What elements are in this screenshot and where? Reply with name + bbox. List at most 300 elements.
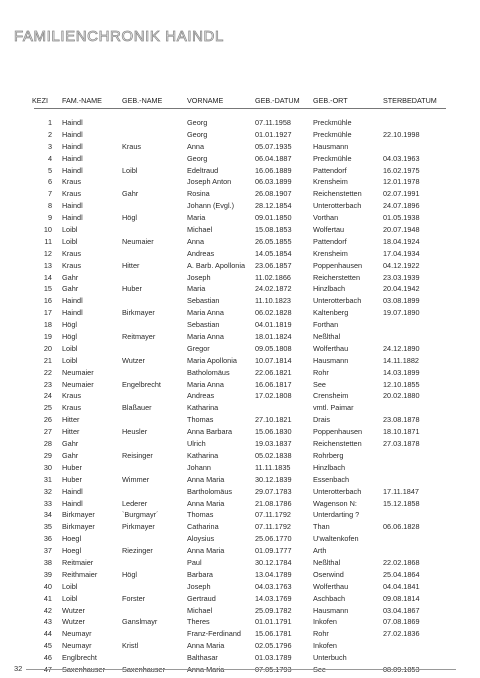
table-row: [0, 248, 480, 260]
cell-birthplace: Pattendorf: [313, 165, 347, 175]
cell-deathdate: 01.05.1938: [383, 213, 420, 223]
cell-familyname: Gahr: [62, 284, 79, 294]
cell-familyname: Huber: [62, 462, 82, 472]
cell-birthname: Engelbrecht: [122, 379, 161, 389]
cell-birthdate: 09.01.1850: [255, 213, 292, 223]
table-row: [0, 283, 480, 295]
col-header-familyname: FAM.-NAME: [62, 96, 102, 105]
table-row: [0, 462, 480, 474]
cell-familyname: Birkmayer: [62, 522, 95, 532]
table-row: [0, 545, 480, 557]
cell-birthplace: vmtl. Paimar: [313, 403, 354, 413]
cell-birthdate: 06.02.1828: [255, 308, 292, 318]
cell-firstname: Aloysius: [187, 534, 215, 544]
cell-birthplace: Wolfertau: [313, 225, 345, 235]
table-row: [0, 652, 480, 664]
cell-birthdate: 01.03.1789: [255, 653, 292, 663]
table-row: [0, 355, 480, 367]
table-row: [0, 557, 480, 569]
cell-firstname: Balthasar: [187, 653, 218, 663]
table-row: [0, 498, 480, 510]
cell-birthdate: 10.07.1814: [255, 355, 292, 365]
cell-familyname: Loibl: [62, 593, 78, 603]
cell-familyname: Englbrecht: [62, 653, 97, 663]
cell-birthdate: 01.01.1927: [255, 129, 292, 139]
cell-kezi: 42: [43, 605, 52, 615]
cell-birthdate: 15.06.1830: [255, 427, 292, 437]
cell-kezi: 30: [43, 462, 52, 472]
cell-birthplace: Crensheim: [313, 391, 349, 401]
cell-firstname: Katharina: [187, 450, 219, 460]
cell-birthdate: 22.06.1821: [255, 367, 292, 377]
cell-birthname: Heusler: [122, 427, 148, 437]
cell-kezi: 18: [43, 320, 52, 330]
cell-birthplace: Hinzlbach: [313, 284, 346, 294]
cell-familyname: Loibl: [62, 236, 78, 246]
cell-kezi: 3: [47, 141, 52, 151]
cell-deathdate: 04.04.1841: [383, 581, 420, 591]
cell-birthplace: Wolferthau: [313, 343, 349, 353]
cell-familyname: Loibl: [62, 355, 78, 365]
table-row: [0, 509, 480, 521]
cell-birthplace: Rohr: [313, 367, 329, 377]
cell-familyname: Neumaier: [62, 367, 94, 377]
table-row: [0, 593, 480, 605]
cell-kezi: 23: [43, 379, 52, 389]
table-row: [0, 212, 480, 224]
table-row: [0, 224, 480, 236]
cell-birthdate: 24.02.1872: [255, 284, 292, 294]
cell-birthname: Wimmer: [122, 474, 150, 484]
cell-kezi: 17: [43, 308, 52, 318]
book-title: FAMILIENCHRONIK HAINDL: [14, 28, 224, 45]
cell-deathdate: 03.04.1867: [383, 605, 420, 615]
cell-birthplace: Preckmühle: [313, 129, 352, 139]
cell-kezi: 41: [43, 593, 52, 603]
cell-birthdate: 29.07.1783: [255, 486, 292, 496]
cell-birthname: Loibl: [122, 165, 138, 175]
cell-birthdate: 01.01.1791: [255, 617, 292, 627]
cell-deathdate: 25.04.1864: [383, 569, 420, 579]
cell-birthdate: 15.06.1781: [255, 629, 292, 639]
cell-kezi: 2: [47, 129, 52, 139]
cell-birthname: Huber: [122, 284, 142, 294]
cell-familyname: Kraus: [62, 403, 82, 413]
cell-deathdate: 20.07.1948: [383, 225, 420, 235]
cell-familyname: Högl: [62, 320, 78, 330]
cell-birthdate: 21.08.1786: [255, 498, 292, 508]
cell-firstname: Bartholomäus: [187, 486, 233, 496]
cell-kezi: 15: [43, 284, 52, 294]
cell-familyname: Högl: [62, 332, 78, 342]
cell-kezi: 44: [43, 629, 52, 639]
cell-birthdate: 07.11.1792: [255, 510, 291, 520]
cell-birthplace: Rohr: [313, 629, 329, 639]
cell-firstname: Maria Apollonia: [187, 355, 237, 365]
cell-familyname: Loibl: [62, 343, 78, 353]
table-row: [0, 165, 480, 177]
table-row: [0, 343, 480, 355]
cell-kezi: 29: [43, 450, 52, 460]
cell-birthdate: 28.12.1854: [255, 201, 292, 211]
cell-birthplace: Inkofen: [313, 641, 337, 651]
cell-kezi: 38: [43, 557, 52, 567]
cell-birthplace: Oserwind: [313, 569, 344, 579]
cell-familyname: Haindl: [62, 118, 83, 127]
cell-firstname: Joseph Anton: [187, 177, 232, 187]
col-header-firstname: VORNAME: [187, 96, 224, 105]
cell-familyname: Hitter: [62, 427, 80, 437]
cell-kezi: 26: [43, 415, 52, 425]
cell-deathdate: 24.12.1890: [383, 343, 420, 353]
cell-birthdate: 19.03.1837: [255, 439, 292, 449]
cell-birthplace: See: [313, 379, 326, 389]
cell-deathdate: 23.08.1878: [383, 415, 420, 425]
table-row: [0, 521, 480, 533]
cell-kezi: 16: [43, 296, 52, 306]
cell-firstname: Michael: [187, 605, 213, 615]
table-row: [0, 307, 480, 319]
cell-birthplace: Hausmann: [313, 605, 349, 615]
cell-firstname: Maria: [187, 213, 206, 223]
cell-familyname: Wutzer: [62, 605, 85, 615]
cell-firstname: A. Barb. Apollonia: [187, 260, 246, 270]
cell-birthdate: 30.12.1839: [255, 474, 292, 484]
cell-firstname: Katharina: [187, 403, 219, 413]
table-row: [0, 319, 480, 331]
cell-familyname: Kraus: [62, 189, 82, 199]
table-row: [0, 379, 480, 391]
cell-birthdate: 05.02.1838: [255, 450, 292, 460]
cell-birthdate: 23.06.1857: [255, 260, 292, 270]
cell-kezi: 43: [43, 617, 52, 627]
cell-birthplace: Neßlthal: [313, 557, 341, 567]
cell-birthplace: Unterotterbach: [313, 296, 362, 306]
cell-deathdate: 16.02.1975: [383, 165, 420, 175]
table-row: [0, 414, 480, 426]
cell-familyname: Haindl: [62, 165, 83, 175]
cell-firstname: Anna Maria: [187, 474, 225, 484]
cell-birthplace: Reichenstetten: [313, 439, 362, 449]
col-header-deathdate: STERBEDATUM: [383, 96, 437, 105]
table-row: [0, 153, 480, 165]
cell-deathdate: 23.03.1939: [383, 272, 420, 282]
cell-birthname: Kristl: [122, 641, 139, 651]
cell-birthname: Birkmayer: [122, 308, 155, 318]
cell-deathdate: 04.03.1963: [383, 153, 420, 163]
cell-birthdate: 27.10.1821: [255, 415, 292, 425]
cell-birthname: Hitter: [122, 260, 140, 270]
cell-familyname: Haindl: [62, 308, 83, 318]
table-body: [0, 117, 480, 676]
cell-firstname: Anna: [187, 236, 205, 246]
cell-kezi: 20: [43, 343, 52, 353]
cell-familyname: Gahr: [62, 450, 79, 460]
cell-familyname: Kraus: [62, 260, 82, 270]
table-row: [0, 272, 480, 284]
cell-birthname: Reitmayer: [122, 332, 156, 342]
cell-deathdate: 17.04.1934: [383, 248, 420, 258]
cell-deathdate: 12.10.1855: [383, 379, 420, 389]
table-row: [0, 402, 480, 414]
cell-birthplace: Wagenson N:: [313, 498, 357, 508]
cell-familyname: Reitmaier: [62, 557, 94, 567]
cell-kezi: 8: [47, 201, 52, 211]
cell-firstname: Thomas: [187, 510, 214, 520]
cell-kezi: 45: [43, 641, 52, 651]
cell-birthname: Blaßauer: [122, 403, 152, 413]
cell-firstname: Joseph: [187, 272, 211, 282]
cell-birthplace: Unterdarting ?: [313, 510, 360, 520]
cell-birthplace: Arth: [313, 546, 327, 556]
col-header-birthplace: GEB.-ORT: [313, 96, 348, 105]
cell-kezi: 27: [43, 427, 52, 437]
cell-birthname: Riezinger: [122, 546, 153, 556]
cell-firstname: Joseph: [187, 581, 211, 591]
cell-birthname: Reisinger: [122, 450, 153, 460]
cell-birthplace: Drais: [313, 415, 331, 425]
cell-birthdate: 16.06.1889: [255, 165, 292, 175]
cell-deathdate: 03.08.1899: [383, 296, 420, 306]
cell-kezi: 14: [43, 272, 52, 282]
table-row: [0, 450, 480, 462]
cell-familyname: Haindl: [62, 129, 83, 139]
cell-birthplace: Unterotterbach: [313, 201, 362, 211]
cell-familyname: Neumayr: [62, 629, 92, 639]
cell-birthdate: 15.08.1853: [255, 225, 292, 235]
table-row: [0, 129, 480, 141]
cell-firstname: Sebastian: [187, 296, 220, 306]
cell-birthdate: 30.12.1784: [255, 557, 292, 567]
cell-birthdate: 02.05.1796: [255, 641, 292, 651]
cell-birthplace: Inkofen: [313, 617, 337, 627]
cell-familyname: Hitter: [62, 415, 80, 425]
cell-kezi: 11: [44, 236, 52, 246]
cell-kezi: 34: [43, 510, 52, 520]
cell-deathdate: 18.04.1924: [383, 236, 420, 246]
cell-birthplace: Kaltenberg: [313, 308, 349, 318]
cell-kezi: 7: [47, 189, 52, 199]
table-row: [0, 390, 480, 402]
cell-firstname: Maria: [187, 284, 206, 294]
cell-birthdate: 18.01.1824: [255, 332, 292, 342]
cell-birthplace: Vorthan: [313, 213, 339, 223]
cell-birthname: `Burgmayr´: [122, 510, 159, 520]
cell-familyname: Kraus: [62, 391, 82, 401]
cell-birthplace: Wolferthau: [313, 581, 349, 591]
cell-birthplace: Poppenhausen: [313, 427, 363, 437]
cell-birthplace: Reichenstetten: [313, 189, 362, 199]
table-header: [0, 96, 480, 108]
cell-familyname: Haindl: [62, 296, 83, 306]
table-row: [0, 569, 480, 581]
cell-birthplace: Aschbach: [313, 593, 346, 603]
cell-birthdate: 13.04.1789: [255, 569, 292, 579]
cell-birthplace: Preckmühle: [313, 153, 352, 163]
cell-firstname: Catharina: [187, 522, 219, 532]
cell-familyname: Haindl: [62, 486, 83, 496]
cell-kezi: 4: [47, 153, 52, 163]
cell-firstname: Batholomäus: [187, 367, 230, 377]
cell-firstname: Gregor: [187, 343, 210, 353]
col-header-birthdate: GEB.-DATUM: [255, 96, 300, 105]
cell-birthplace: Unterotterbach: [313, 486, 362, 496]
cell-deathdate: 14.11.1882: [383, 355, 419, 365]
cell-firstname: Franz-Ferdinand: [187, 629, 241, 639]
cell-deathdate: 14.03.1899: [383, 367, 420, 377]
cell-birthdate: 16.06.1817: [255, 379, 292, 389]
cell-deathdate: 27.03.1878: [383, 439, 420, 449]
cell-deathdate: 17.11.1847: [383, 486, 419, 496]
cell-birthname: Lederer: [122, 498, 148, 508]
cell-birthname: Neumaier: [122, 236, 154, 246]
cell-deathdate: 04.12.1922: [383, 260, 420, 270]
cell-familyname: Neumaier: [62, 379, 94, 389]
cell-birthplace: Essenbach: [313, 474, 350, 484]
table-row: [0, 426, 480, 438]
cell-firstname: Michael: [187, 225, 213, 235]
cell-birthdate: 25.09.1782: [255, 605, 292, 615]
table-row: [0, 141, 480, 153]
cell-deathdate: 22.10.1998: [383, 129, 420, 139]
cell-kezi: 35: [43, 522, 52, 532]
cell-firstname: Georg: [187, 118, 208, 127]
cell-deathdate: 15.12.1858: [383, 498, 420, 508]
cell-firstname: Barbara: [187, 569, 213, 579]
cell-birthname: Högl: [122, 213, 138, 223]
cell-deathdate: 07.08.1869: [383, 617, 420, 627]
cell-birthdate: 17.02.1808: [255, 391, 292, 401]
cell-firstname: Paul: [187, 557, 202, 567]
cell-firstname: Rosina: [187, 189, 210, 199]
cell-birthplace: Krensheim: [313, 177, 348, 187]
cell-birthname: Wutzer: [122, 355, 145, 365]
cell-familyname: Haindl: [62, 141, 83, 151]
table-row: [0, 533, 480, 545]
cell-deathdate: 22.02.1868: [383, 557, 420, 567]
cell-familyname: Huber: [62, 474, 82, 484]
cell-kezi: 22: [43, 367, 52, 377]
cell-kezi: 19: [43, 332, 52, 342]
table-row: [0, 605, 480, 617]
table-row: [0, 188, 480, 200]
table-row: [0, 176, 480, 188]
cell-familyname: Haindl: [62, 153, 83, 163]
table-row: [0, 616, 480, 628]
cell-firstname: Andreas: [187, 391, 215, 401]
cell-firstname: Gertraud: [187, 593, 216, 603]
cell-firstname: Thomas: [187, 415, 214, 425]
cell-deathdate: 12.01.1978: [383, 177, 420, 187]
cell-deathdate: 24.07.1896: [383, 201, 420, 211]
cell-kezi: 6: [47, 177, 52, 187]
cell-familyname: Gahr: [62, 272, 79, 282]
cell-birthplace: Poppenhausen: [313, 260, 363, 270]
cell-firstname: Theres: [187, 617, 210, 627]
table-row: [0, 117, 480, 129]
table-row: [0, 260, 480, 272]
header-divider: [34, 108, 446, 109]
page-number: 32: [14, 664, 23, 673]
cell-firstname: Maria Anna: [187, 379, 224, 389]
cell-kezi: 33: [43, 498, 52, 508]
cell-familyname: Wutzer: [62, 617, 85, 627]
cell-birthdate: 09.05.1808: [255, 343, 292, 353]
cell-firstname: Sebastian: [187, 320, 220, 330]
cell-kezi: 24: [43, 391, 52, 401]
cell-birthdate: 11.11.1835: [255, 462, 291, 472]
cell-deathdate: 19.07.1890: [383, 308, 420, 318]
cell-firstname: Ulrich: [187, 439, 206, 449]
cell-firstname: Anna Maria: [187, 498, 225, 508]
cell-familyname: Haindl: [62, 498, 83, 508]
footer-divider: [26, 669, 456, 670]
cell-firstname: Edeltraud: [187, 165, 219, 175]
cell-firstname: Anna Maria: [187, 641, 225, 651]
cell-birthdate: 04.01.1819: [255, 320, 292, 330]
cell-kezi: 25: [43, 403, 52, 413]
cell-birthplace: Hausmann: [313, 355, 349, 365]
cell-kezi: 13: [43, 260, 52, 270]
cell-familyname: Haindl: [62, 213, 83, 223]
cell-birthplace: Preckmühle: [313, 118, 352, 127]
cell-deathdate: 06.06.1828: [383, 522, 420, 532]
cell-familyname: Loibl: [62, 225, 78, 235]
cell-birthplace: Neßlthal: [313, 332, 341, 342]
cell-kezi: 10: [43, 225, 52, 235]
cell-firstname: Georg: [187, 129, 208, 139]
cell-familyname: Birkmayer: [62, 510, 95, 520]
table-row: [0, 640, 480, 652]
cell-kezi: 32: [43, 486, 52, 496]
table-row: [0, 628, 480, 640]
col-header-birthname: GEB.-NAME: [122, 96, 163, 105]
cell-birthplace: Hausmann: [313, 141, 349, 151]
cell-birthname: Kraus: [122, 141, 142, 151]
cell-familyname: Neumayr: [62, 641, 92, 651]
table-row: [0, 367, 480, 379]
cell-birthplace: Than: [313, 522, 330, 532]
cell-kezi: 21: [43, 355, 52, 365]
cell-kezi: 36: [43, 534, 52, 544]
cell-kezi: 46: [43, 653, 52, 663]
cell-deathdate: 20.02.1880: [383, 391, 420, 401]
cell-birthname: Ganslmayr: [122, 617, 158, 627]
cell-birthplace: Rohrberg: [313, 450, 344, 460]
cell-kezi: 9: [47, 213, 52, 223]
cell-familyname: Gahr: [62, 439, 79, 449]
cell-familyname: Reithmaier: [62, 569, 98, 579]
table-row: [0, 474, 480, 486]
cell-birthdate: 14.05.1854: [255, 248, 292, 258]
cell-birthdate: 01.09.1777: [255, 546, 292, 556]
cell-birthdate: 04.03.1763: [255, 581, 292, 591]
cell-birthdate: 07.11.1792: [255, 522, 291, 532]
cell-birthplace: Krensheim: [313, 248, 348, 258]
cell-birthdate: 14.03.1769: [255, 593, 292, 603]
cell-kezi: 31: [43, 474, 52, 484]
cell-firstname: Georg: [187, 153, 208, 163]
cell-familyname: Kraus: [62, 248, 82, 258]
cell-birthplace: Hinzlbach: [313, 462, 346, 472]
cell-birthdate: 05.07.1935: [255, 141, 292, 151]
cell-birthname: Högl: [122, 569, 138, 579]
table-row: [0, 438, 480, 450]
cell-kezi: 12: [43, 248, 52, 258]
cell-birthname: Forster: [122, 593, 146, 603]
table-row: [0, 200, 480, 212]
cell-familyname: Hoegl: [62, 546, 82, 556]
